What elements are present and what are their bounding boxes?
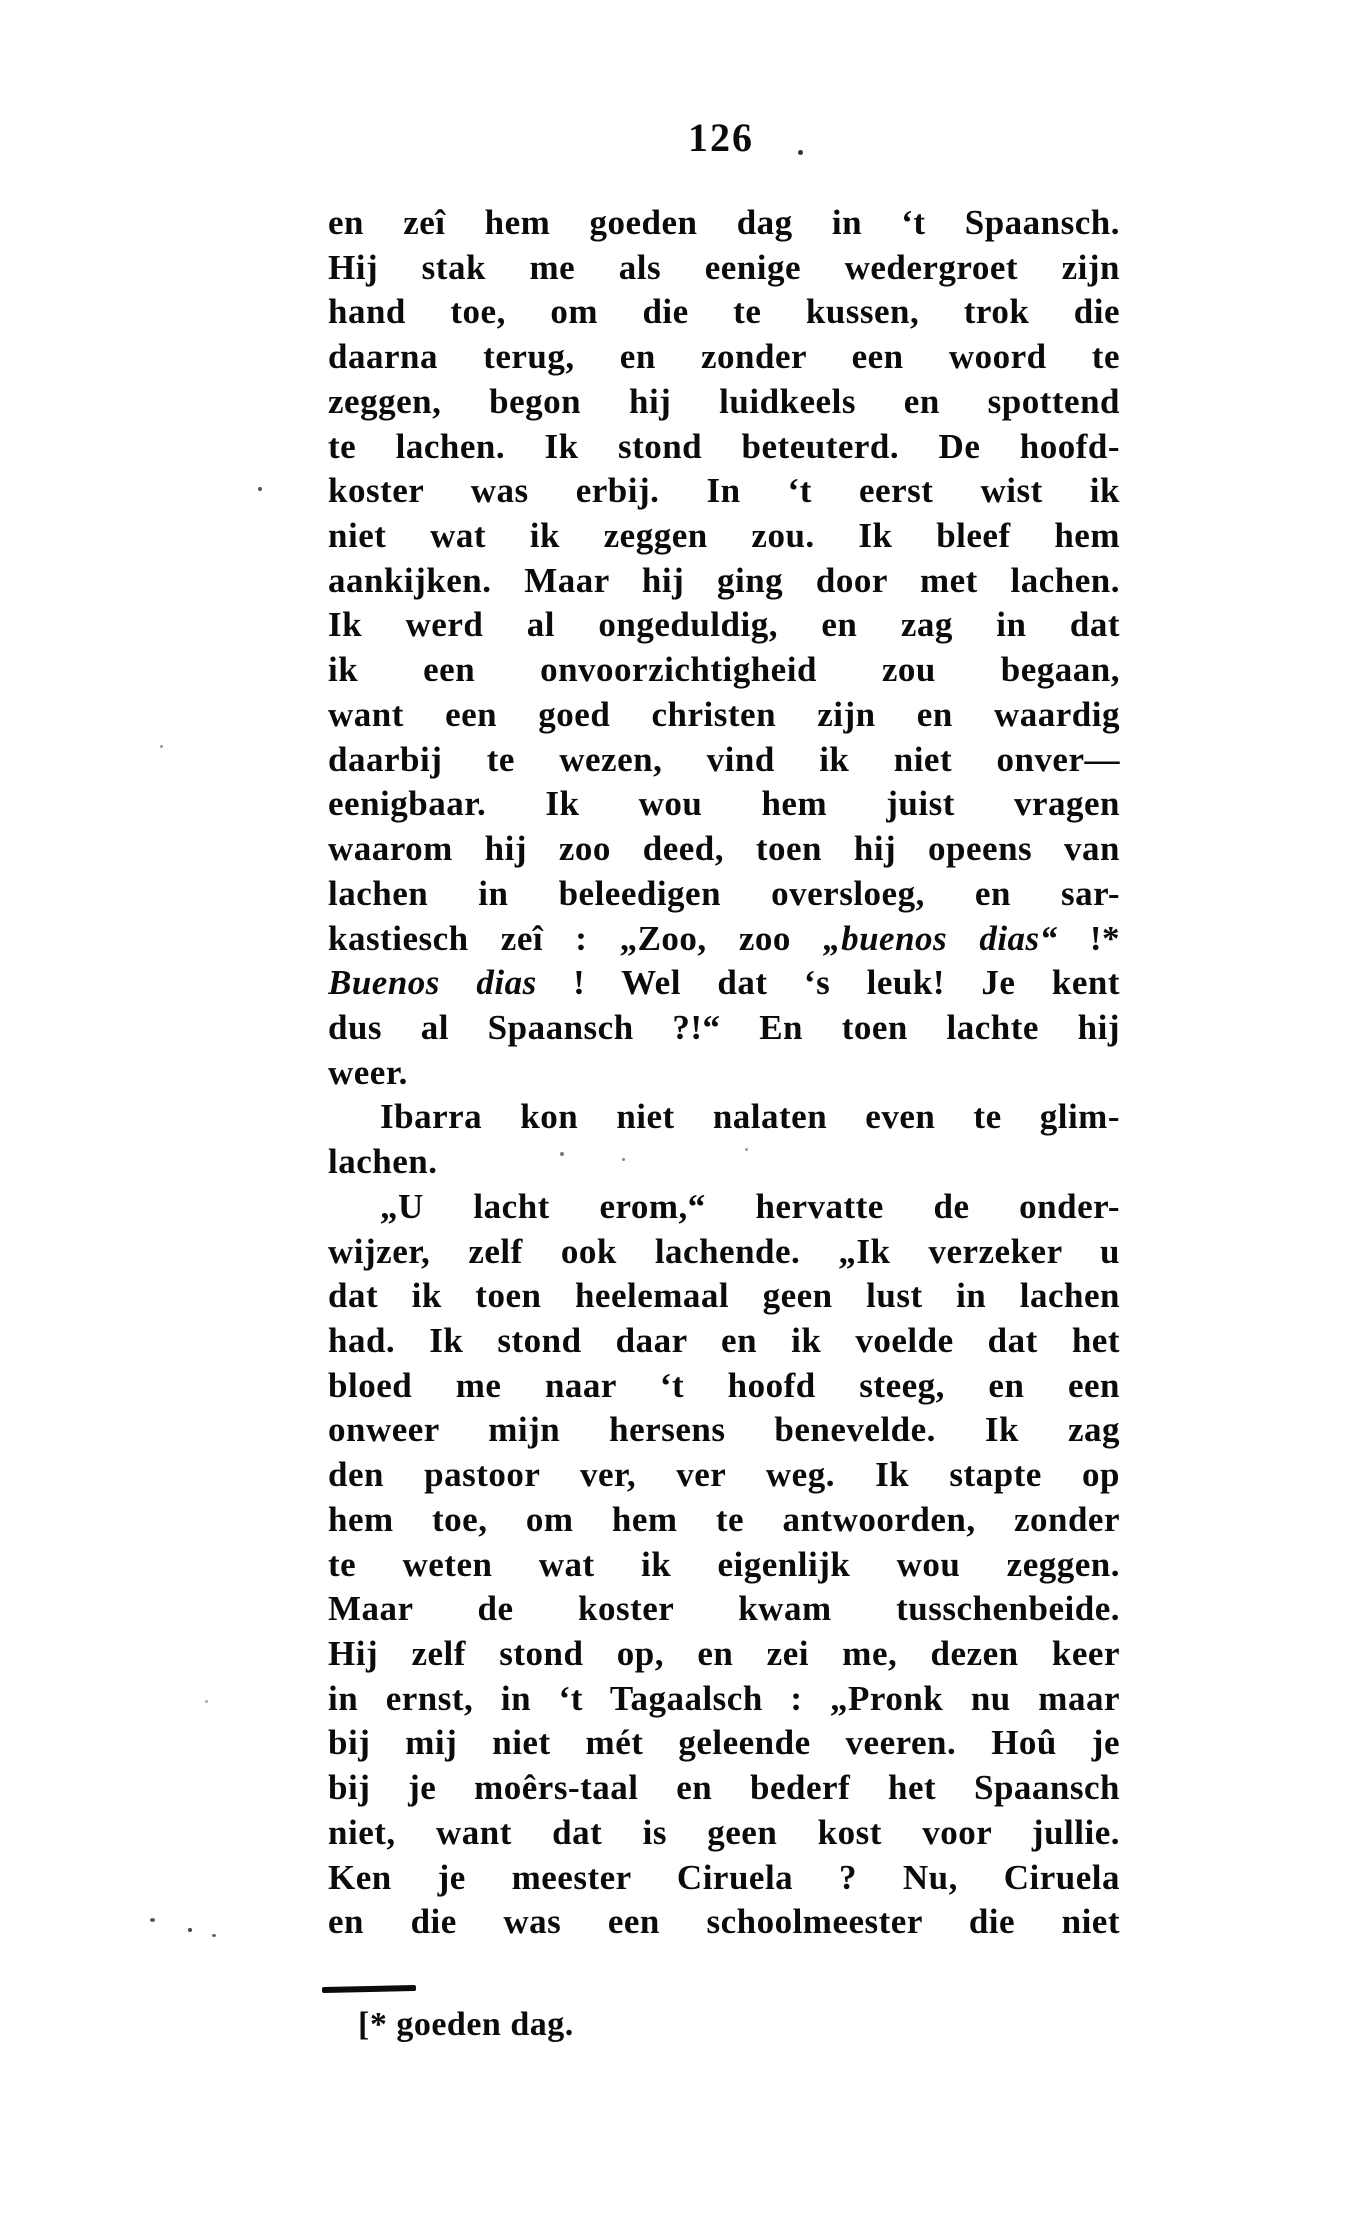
text-segment: koster was erbij. In ‘t eerst wist ik xyxy=(328,471,1120,511)
scan-speckle xyxy=(205,1700,208,1703)
text-segment: te lachen. Ik stond beteuterd. De hoofd- xyxy=(328,426,1120,466)
text-segment: niet, want dat is geen kost voor jullie. xyxy=(328,1812,1120,1852)
italic-text-segment: Buenos dias xyxy=(328,963,537,1003)
scan-speckle xyxy=(745,1148,748,1151)
text-segment: „U lacht erom,“ hervatte de onder- xyxy=(380,1186,1120,1226)
scan-speckle xyxy=(622,1158,625,1161)
text-segment: eenigbaar. Ik wou hem juist vragen xyxy=(328,784,1120,824)
text-segment: zeggen, begon hij luidkeels en spottend xyxy=(328,381,1120,421)
text-line xyxy=(328,1498,1120,1543)
scan-speckle xyxy=(188,1928,192,1932)
footnote: [* goeden dag. xyxy=(358,2006,574,2043)
text-line xyxy=(328,1453,1120,1498)
text-segment: Ibarra kon niet nalaten even te glim- xyxy=(380,1097,1120,1137)
scan-speckle xyxy=(150,1918,155,1922)
text-line xyxy=(328,380,1120,425)
text-segment: had. Ik stond daar en ik voelde dat het xyxy=(328,1320,1120,1360)
text-segment: hem toe, om hem te antwoorden, zonder xyxy=(328,1499,1120,1539)
text-segment: dat ik toen heelemaal geen lust in lachen xyxy=(328,1276,1120,1316)
text-line xyxy=(328,1140,1120,1185)
text-line xyxy=(328,917,1120,962)
text-segment: hand toe, om die te kussen, trok die xyxy=(328,292,1120,332)
text-segment: en die was een schoolmeester die niet xyxy=(328,1902,1120,1942)
scan-speckle xyxy=(560,1152,564,1156)
text-line xyxy=(328,693,1120,738)
text-segment: dus al Spaansch ?!“ En toen lachte hij xyxy=(328,1007,1120,1047)
text-line xyxy=(328,1274,1120,1319)
text-line xyxy=(328,1095,1120,1140)
text-segment: wijzer, zelf ook lachende. „Ik verzeker u xyxy=(328,1231,1120,1271)
text-segment: kastiesch zeî : „Zoo, zoo xyxy=(328,918,824,958)
text-line xyxy=(328,1051,1120,1096)
text-segment: daarna terug, en zonder een woord te xyxy=(328,337,1120,377)
text-line xyxy=(328,469,1120,514)
scan-speckle xyxy=(160,745,163,748)
text-line xyxy=(328,1900,1120,1945)
text-segment: !* xyxy=(1057,918,1120,958)
text-line xyxy=(328,1185,1120,1230)
text-line xyxy=(328,603,1120,648)
text-segment: bij mij niet mét geleende veeren. Hoû je xyxy=(328,1723,1120,1763)
text-segment: in ernst, in ‘t Tagaalsch : „Pronk nu maar xyxy=(328,1678,1120,1718)
text-line xyxy=(328,335,1120,380)
text-line xyxy=(328,1364,1120,1409)
text-segment: ik een onvoorzichtigheid zou begaan, xyxy=(328,650,1120,690)
footnote-divider xyxy=(322,1985,416,1993)
text-line xyxy=(328,1856,1120,1901)
text-line xyxy=(328,782,1120,827)
page-number: 126 xyxy=(688,115,754,160)
text-segment: waarom hij zoo deed, toen hij opeens van xyxy=(328,829,1120,869)
text-line xyxy=(328,1811,1120,1856)
text-line xyxy=(328,1677,1120,1722)
text-segment: Hij zelf stond op, en zei me, dezen keer xyxy=(328,1634,1120,1673)
scan-speckle xyxy=(798,150,803,155)
text-line xyxy=(328,1408,1120,1453)
text-line xyxy=(328,201,1120,246)
text-segment: onweer mijn hersens benevelde. Ik zag xyxy=(328,1410,1120,1450)
text-segment: Maar de koster kwam tusschenbeide. xyxy=(328,1589,1120,1629)
text-segment: niet wat ik zeggen zou. Ik bleef hem xyxy=(328,516,1120,556)
text-segment: Ken je meester Ciruela ? Nu, Ciruela xyxy=(328,1857,1120,1897)
text-segment: Hij stak me als eenige wedergroet zijn xyxy=(328,247,1120,287)
text-line xyxy=(328,559,1120,604)
text-segment: te weten wat ik eigenlijk wou zeggen. xyxy=(328,1544,1120,1584)
text-line xyxy=(328,514,1120,559)
text-line xyxy=(328,425,1120,470)
text-segment: want een goed christen zijn en waardig xyxy=(328,694,1120,734)
text-line xyxy=(328,1766,1120,1811)
text-line xyxy=(328,1543,1120,1588)
text-line xyxy=(328,827,1120,872)
text-line xyxy=(328,961,1120,1006)
text-segment: ! Wel dat ‘s leuk! Je kent xyxy=(536,963,1120,1003)
text-line xyxy=(328,1319,1120,1364)
text-line xyxy=(328,648,1120,693)
text-segment: en zeî hem goeden dag in ‘t Spaansch. xyxy=(328,203,1120,242)
text-segment: lachen. xyxy=(328,1142,438,1182)
text-segment: Ik werd al ongeduldig, en zag in dat xyxy=(328,605,1120,645)
text-line xyxy=(328,246,1120,291)
text-line xyxy=(328,1721,1120,1766)
text-segment: bloed me naar ‘t hoofd steeg, en een xyxy=(328,1365,1120,1405)
text-line xyxy=(328,1632,1120,1677)
text-line xyxy=(328,1230,1120,1275)
text-segment: aankijken. Maar hij ging door met lachen. xyxy=(328,560,1120,600)
text-line xyxy=(328,738,1120,783)
text-segment: daarbij te wezen, vind ik niet onver— xyxy=(328,739,1120,779)
text-line xyxy=(328,872,1120,917)
text-segment: lachen in beleedigen oversloeg, en sar- xyxy=(328,873,1120,913)
scan-speckle xyxy=(258,487,262,491)
scan-speckle xyxy=(212,1934,216,1937)
text-segment: weer. xyxy=(328,1052,408,1092)
page-text xyxy=(328,201,1120,1945)
text-segment: bij je moêrs-taal en bederf het Spaansch xyxy=(328,1768,1120,1808)
text-line xyxy=(328,290,1120,335)
text-line xyxy=(328,1587,1120,1632)
italic-text-segment: „buenos dias“ xyxy=(823,918,1058,958)
text-segment: den pastoor ver, ver weg. Ik stapte op xyxy=(328,1455,1120,1495)
text-line xyxy=(328,1006,1120,1051)
